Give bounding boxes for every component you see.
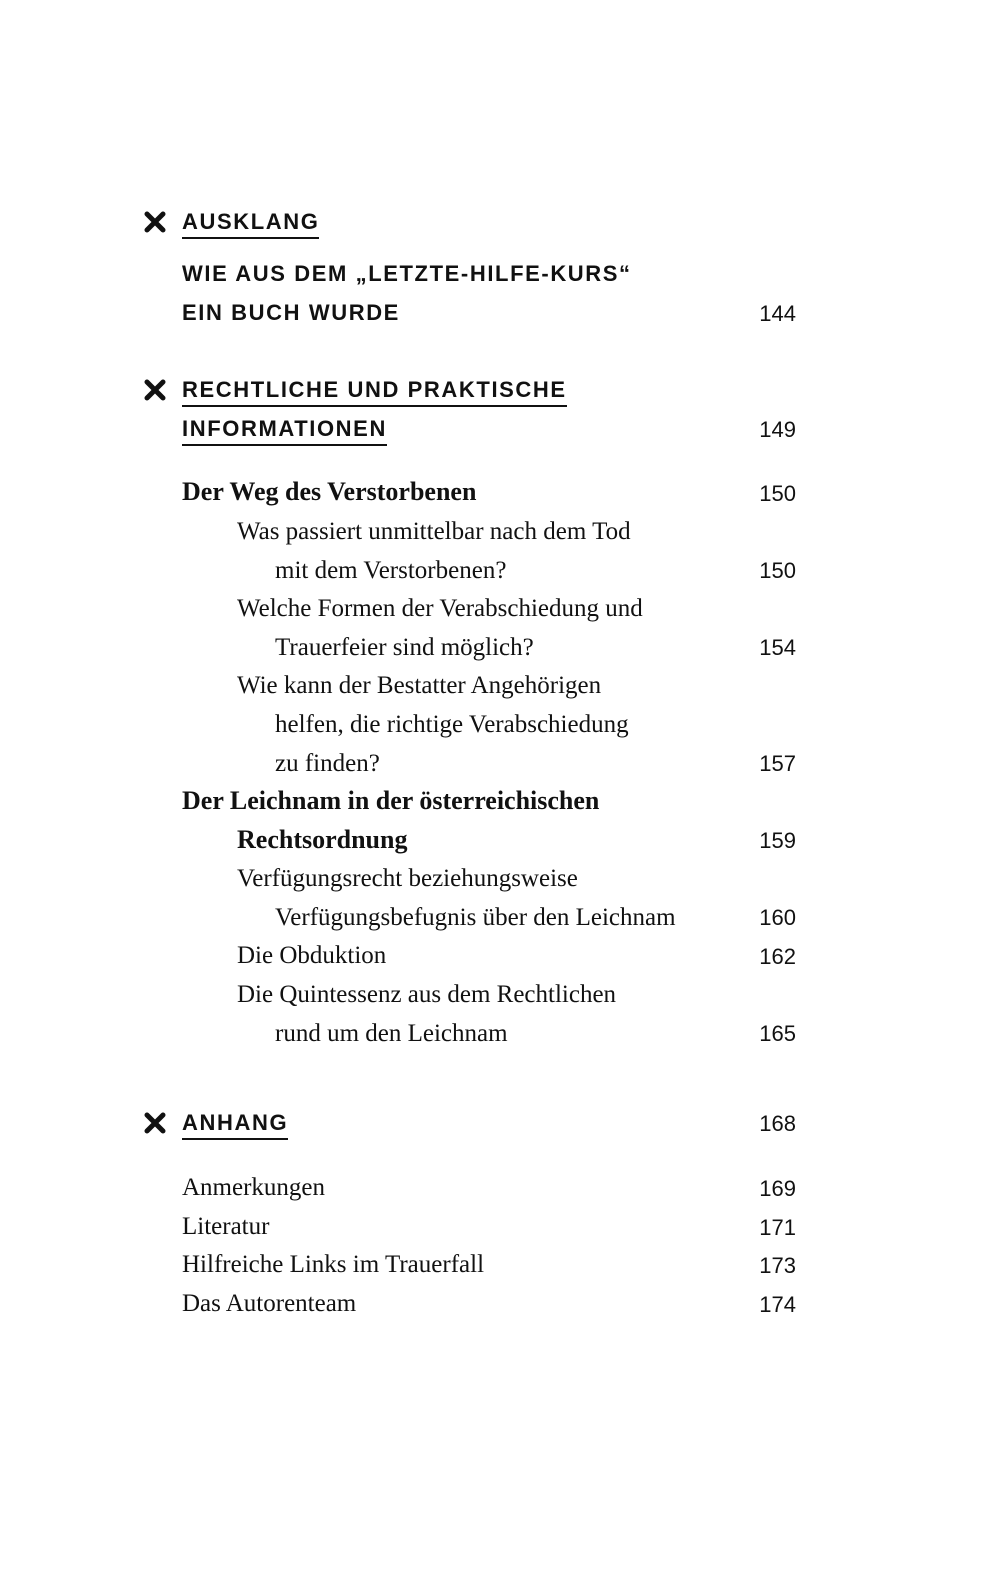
page-number: 160 — [759, 905, 796, 930]
page-number: 171 — [759, 1215, 796, 1240]
page-number: 150 — [759, 481, 796, 506]
toc-entry-title-line: Literatur — [182, 1213, 270, 1240]
toc-entry-title-line: Trauerfeier sind möglich? — [275, 634, 534, 661]
page-number: 168 — [759, 1111, 796, 1136]
page-number: 162 — [759, 944, 796, 969]
toc-entry-title-line: WIE AUS DEM „LETZTE-HILFE-KURS“ — [182, 261, 632, 286]
section-heading-anhang — [182, 1110, 288, 1136]
page-number: 149 — [759, 417, 796, 442]
toc-entry-title-line: Die Obduktion — [237, 942, 387, 969]
cross-mark-icon — [144, 211, 166, 233]
toc-entry-title-line: zu finden? — [275, 750, 380, 777]
toc-entry-title-line: Verfügungsrecht beziehungsweise — [237, 865, 578, 892]
toc-entry-title-line: EIN BUCH WURDE — [182, 300, 400, 325]
section-heading-ausklang — [182, 209, 319, 235]
page-number: 169 — [759, 1176, 796, 1201]
toc-entry-title-line: Die Quintessenz aus dem Rechtlichen — [237, 981, 617, 1008]
page-number: 157 — [759, 751, 796, 776]
page-number: 154 — [759, 635, 796, 660]
page-number: 165 — [759, 1021, 796, 1046]
toc-entry-title-line: Was passiert unmittelbar nach dem Tod — [237, 518, 631, 545]
toc-subheading: Rechtsordnung — [237, 825, 408, 854]
toc-entry-title-line: Anmerkungen — [182, 1174, 326, 1201]
cross-mark-icon — [144, 1112, 166, 1134]
toc-entry-title-line: helfen, die richtige Verabschiedung — [275, 711, 629, 738]
page-number: 159 — [759, 828, 796, 853]
page-number: 174 — [759, 1292, 796, 1317]
section-heading-text: AUSKLANG — [182, 209, 319, 239]
section-heading-text: RECHTLICHE UND PRAKTISCHE — [182, 377, 567, 407]
toc-entry-title-line: Das Autorenteam — [182, 1290, 357, 1317]
section-heading-text: ANHANG — [182, 1110, 288, 1140]
toc-entry-title-line: mit dem Verstorbenen? — [275, 557, 507, 584]
cross-mark-icon — [144, 379, 166, 401]
page-number: 144 — [759, 301, 796, 326]
toc-entry-title-line: rund um den Leichnam — [275, 1020, 508, 1047]
toc-subheading: Der Weg des Verstorbenen — [182, 477, 477, 506]
toc-entry-title-line: Hilfreiche Links im Trauerfall — [182, 1251, 485, 1278]
toc-entry-title-line: Welche Formen der Verabschiedung und — [237, 595, 643, 622]
toc-subheading: Der Leichnam in der österreichischen — [182, 786, 600, 815]
section-heading-rechtliche-line-2 — [182, 416, 387, 442]
toc-entry-title-line: Wie kann der Bestatter Angehörigen — [237, 672, 602, 699]
page-number: 150 — [759, 558, 796, 583]
section-heading-rechtliche — [182, 377, 567, 403]
page-number: 173 — [759, 1253, 796, 1278]
toc-entry-title-line: Verfügungsbefugnis über den Leichnam — [275, 904, 676, 931]
section-heading-text: INFORMATIONEN — [182, 416, 387, 446]
